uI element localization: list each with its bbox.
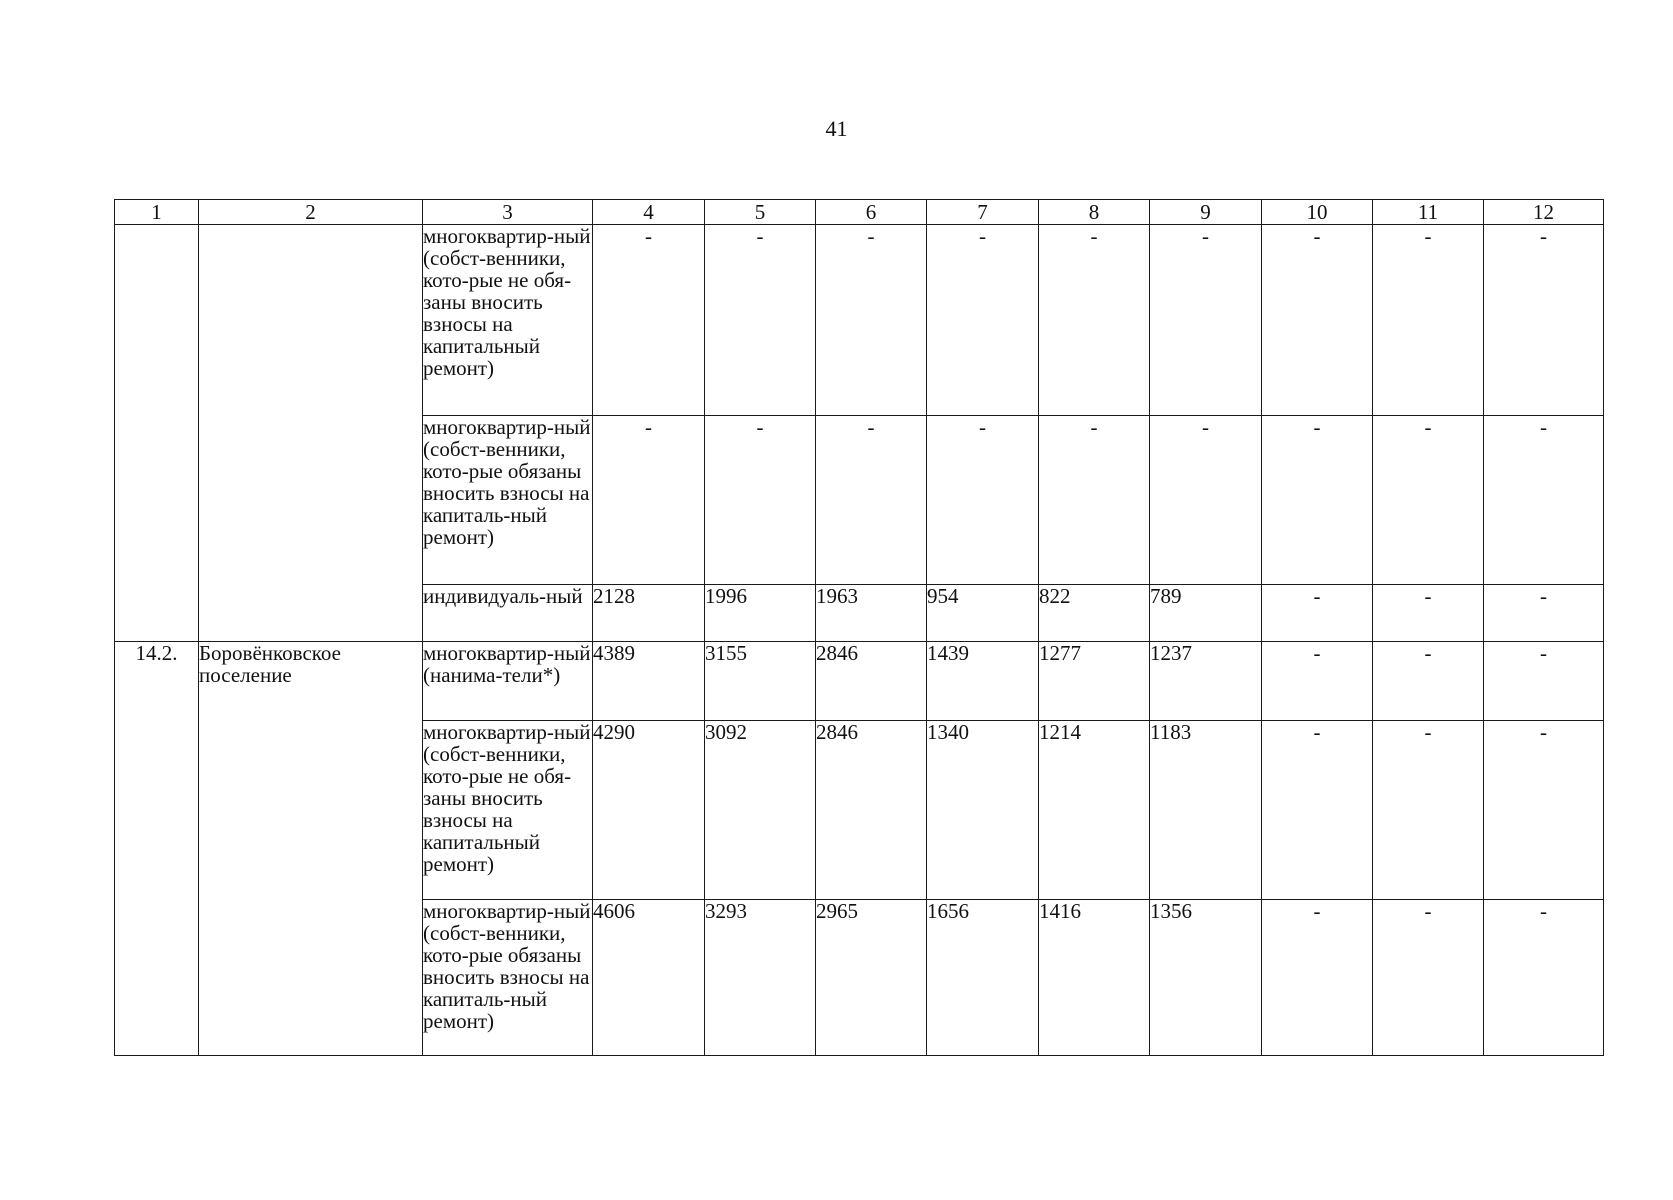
housing-type-cell: многоквартир-ный (собст-венники, кото-рые не обя-заны вносить взносы на капитальный ремонт): [423, 721, 593, 900]
value-cell: -: [1484, 225, 1604, 416]
housing-type-cell: индивидуаль-ный: [423, 585, 593, 642]
value-cell: 1237: [1150, 642, 1262, 721]
value-cell: 1277: [1039, 642, 1150, 721]
housing-type-cell: многоквартир-ный (нанима-тели*): [423, 642, 593, 721]
value-cell: 2965: [816, 900, 927, 1056]
value-cell: -: [705, 225, 816, 416]
value-cell: 1963: [816, 585, 927, 642]
value-cell: 1214: [1039, 721, 1150, 900]
row-number-cell: 14.2.: [115, 642, 199, 1056]
value-cell: 3293: [705, 900, 816, 1056]
column-header-4: 4: [593, 200, 705, 225]
row-number-cell: [115, 225, 199, 642]
value-cell: -: [1150, 225, 1262, 416]
column-header-8: 8: [1039, 200, 1150, 225]
settlement-name-cell: [199, 225, 423, 642]
value-cell: -: [816, 416, 927, 585]
column-header-10: 10: [1262, 200, 1373, 225]
value-cell: 954: [927, 585, 1039, 642]
housing-type-cell: многоквартир-ный (собст-венники, кото-рые обязаны вносить взносы на капиталь-ный ремонт): [423, 900, 593, 1056]
value-cell: -: [593, 416, 705, 585]
page-number: 41: [825, 116, 848, 141]
value-cell: -: [1373, 642, 1484, 721]
housing-type-cell: многоквартир-ный (собст-венники, кото-рые обязаны вносить взносы на капиталь-ный ремонт): [423, 416, 593, 585]
column-header-7: 7: [927, 200, 1039, 225]
value-cell: -: [1484, 585, 1604, 642]
value-cell: 1356: [1150, 900, 1262, 1056]
value-cell: -: [1262, 900, 1373, 1056]
column-header-6: 6: [816, 200, 927, 225]
header-row: [115, 200, 1604, 225]
value-cell: 3155: [705, 642, 816, 721]
value-cell: 4389: [593, 642, 705, 721]
value-cell: -: [1262, 416, 1373, 585]
value-cell: 1340: [927, 721, 1039, 900]
table-row: [115, 225, 1604, 416]
value-cell: 1416: [1039, 900, 1150, 1056]
column-header-11: 11: [1373, 200, 1484, 225]
value-cell: -: [816, 225, 927, 416]
value-cell: -: [927, 225, 1039, 416]
value-cell: -: [927, 416, 1039, 585]
value-cell: -: [1484, 416, 1604, 585]
value-cell: 789: [1150, 585, 1262, 642]
value-cell: -: [1262, 585, 1373, 642]
value-cell: 1996: [705, 585, 816, 642]
value-cell: -: [1262, 721, 1373, 900]
tariff-table: [114, 199, 1604, 1056]
value-cell: -: [1484, 900, 1604, 1056]
value-cell: 2846: [816, 642, 927, 721]
value-cell: 4606: [593, 900, 705, 1056]
value-cell: -: [1373, 721, 1484, 900]
value-cell: -: [1484, 642, 1604, 721]
value-cell: -: [1373, 585, 1484, 642]
value-cell: 2846: [816, 721, 927, 900]
value-cell: 4290: [593, 721, 705, 900]
value-cell: 3092: [705, 721, 816, 900]
value-cell: 1183: [1150, 721, 1262, 900]
settlement-name-cell: Боровёнковское поселение: [199, 642, 423, 1056]
column-header-1: 1: [115, 200, 199, 225]
column-header-9: 9: [1150, 200, 1262, 225]
value-cell: -: [1039, 416, 1150, 585]
column-header-2: 2: [199, 200, 423, 225]
column-header-3: 3: [423, 200, 593, 225]
value-cell: -: [1373, 225, 1484, 416]
housing-type-cell: многоквартир-ный (собст-венники, кото-рые не обя-заны вносить взносы на капитальный ремонт): [423, 225, 593, 416]
value-cell: -: [1373, 416, 1484, 585]
value-cell: 1439: [927, 642, 1039, 721]
column-header-5: 5: [705, 200, 816, 225]
table-row: [115, 642, 1604, 721]
value-cell: -: [1150, 416, 1262, 585]
value-cell: -: [1262, 642, 1373, 721]
value-cell: 822: [1039, 585, 1150, 642]
value-cell: 1656: [927, 900, 1039, 1056]
value-cell: -: [705, 416, 816, 585]
value-cell: -: [1262, 225, 1373, 416]
value-cell: -: [1484, 721, 1604, 900]
column-header-12: 12: [1484, 200, 1604, 225]
value-cell: -: [1039, 225, 1150, 416]
value-cell: 2128: [593, 585, 705, 642]
value-cell: -: [593, 225, 705, 416]
value-cell: -: [1373, 900, 1484, 1056]
